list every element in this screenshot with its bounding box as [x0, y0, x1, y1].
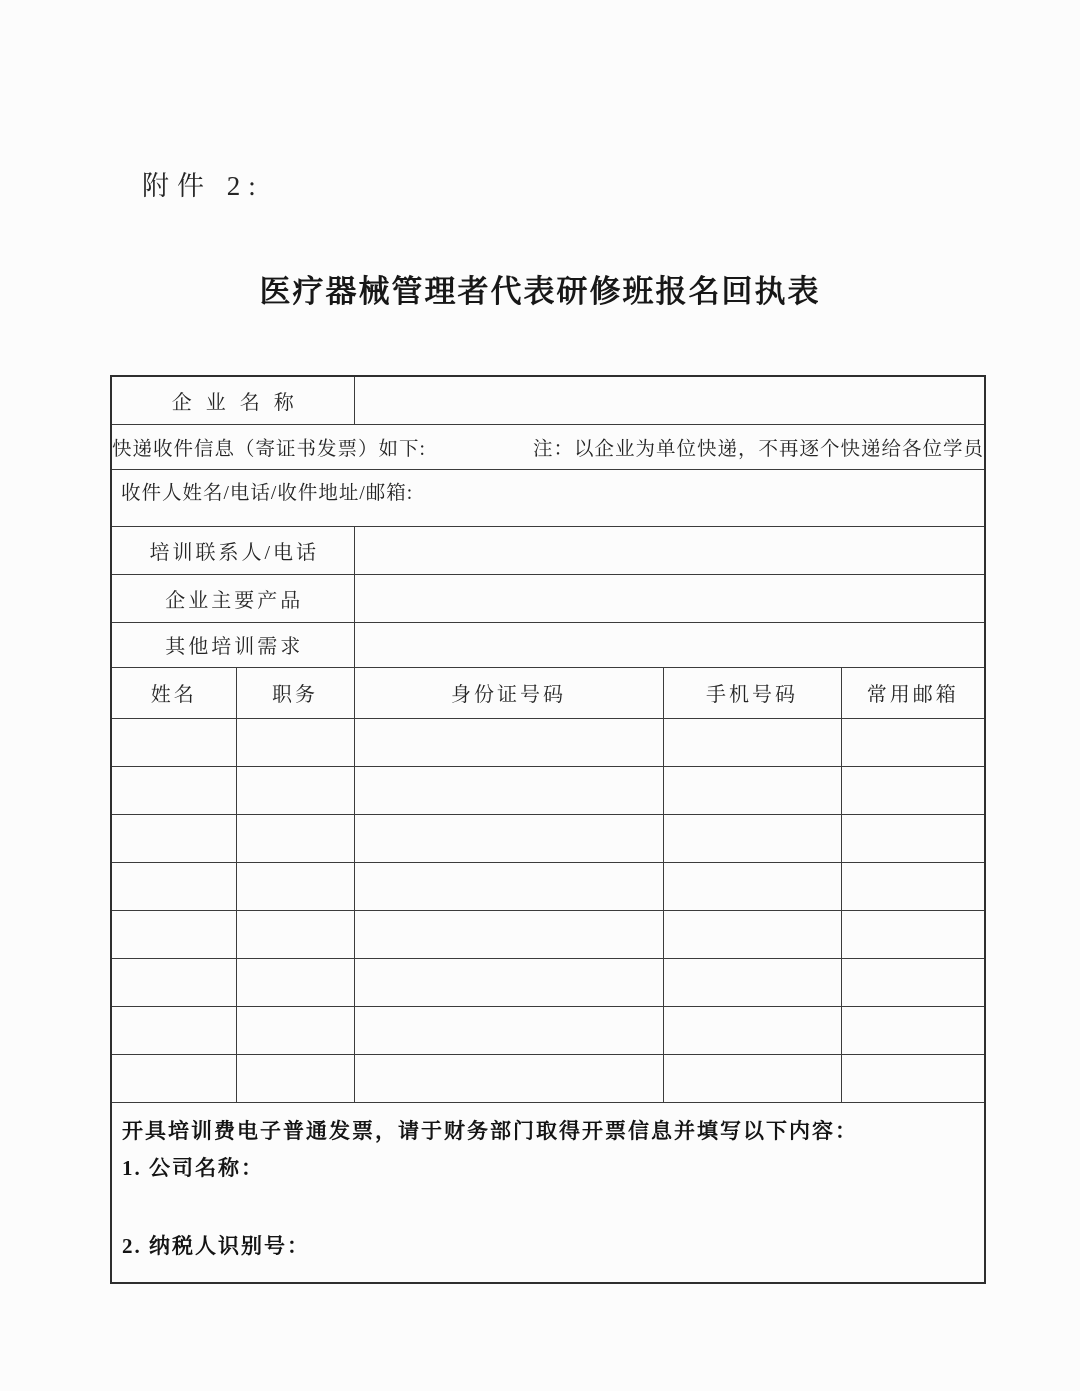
attendee-empty-row [111, 1006, 985, 1054]
header-email: 常用邮箱 [841, 667, 985, 718]
attendee-empty-row [111, 862, 985, 910]
attendee-empty-cell [236, 1054, 354, 1102]
express-note: 注：以企业为单位快递，不再逐个快递给各位学员 [532, 438, 984, 460]
express-info-row [111, 424, 985, 469]
form-info-rows [111, 376, 985, 718]
invoice-instruction: 开具培训费电子普通发票，请于财务部门取得开票信息并填写以下内容： [122, 1118, 858, 1143]
attendee-empty-row [111, 1054, 985, 1102]
header-id-number: 身份证号码 [354, 667, 663, 718]
attendee-empty-row [111, 718, 985, 766]
recipient-info-row [111, 469, 985, 526]
attendee-header-row [111, 667, 985, 718]
attendee-empty-cell [841, 718, 985, 766]
attendee-empty-cell [841, 862, 985, 910]
attendee-empty-cell [354, 910, 663, 958]
attendee-empty-cell [354, 1006, 663, 1054]
attendee-empty-cell [236, 862, 354, 910]
other-training-label: 其他培训需求 [111, 622, 354, 667]
registration-form-table [110, 375, 986, 1284]
attendee-empty-cell [111, 1006, 236, 1054]
training-contact-row [111, 526, 985, 574]
invoice-info-row [111, 1102, 985, 1283]
attendee-empty-cell [111, 766, 236, 814]
attendee-empty-cell [236, 910, 354, 958]
attendee-empty-cell [663, 1054, 841, 1102]
attendee-empty-cell [236, 958, 354, 1006]
attendee-empty-cell [354, 958, 663, 1006]
attendee-empty-cell [236, 814, 354, 862]
main-products-label: 企业主要产品 [111, 574, 354, 622]
main-products-value-cell [354, 574, 985, 622]
attendee-empty-cell [111, 814, 236, 862]
attendee-empty-cell [663, 1006, 841, 1054]
attendee-empty-cell [841, 1006, 985, 1054]
attendee-empty-cell [663, 862, 841, 910]
attendee-empty-cell [111, 718, 236, 766]
attendee-empty-cell [236, 718, 354, 766]
attendee-empty-cell [841, 766, 985, 814]
invoice-section-rows [111, 1102, 985, 1283]
attendee-empty-cell [111, 1054, 236, 1102]
attendee-empty-cell [663, 814, 841, 862]
other-training-value-cell [354, 622, 985, 667]
invoice-item-company-name: 1. 公司名称： [122, 1155, 264, 1180]
training-contact-value-cell [354, 526, 985, 574]
attendee-empty-cell [354, 814, 663, 862]
attendee-empty-cell [841, 910, 985, 958]
attendee-empty-cell [111, 958, 236, 1006]
attendee-empty-rows [111, 718, 985, 1102]
attendee-empty-row [111, 814, 985, 862]
attendee-empty-row [111, 766, 985, 814]
attendee-empty-row [111, 910, 985, 958]
header-mobile: 手机号码 [663, 667, 841, 718]
attendee-empty-cell [841, 814, 985, 862]
company-name-value-cell [354, 376, 985, 424]
header-position: 职务 [236, 667, 354, 718]
express-info-label: 快递收件信息（寄证书发票）如下: [112, 438, 426, 460]
company-name-label: 企业名称 [111, 376, 354, 424]
attendee-empty-cell [236, 1006, 354, 1054]
attendee-empty-cell [354, 862, 663, 910]
main-products-row [111, 574, 985, 622]
attachment-label: 附件 2: [142, 171, 264, 201]
page-title: 医疗器械管理者代表研修班报名回执表 [259, 274, 821, 309]
attendee-empty-row [111, 958, 985, 1006]
invoice-item-taxpayer-id: 2. 纳税人识别号： [122, 1233, 310, 1258]
attendee-empty-cell [663, 718, 841, 766]
attendee-empty-cell [354, 766, 663, 814]
company-name-row [111, 376, 985, 424]
attendee-empty-cell [111, 910, 236, 958]
attendee-empty-cell [111, 862, 236, 910]
attendee-empty-cell [663, 958, 841, 1006]
training-contact-label: 培训联系人/电话 [111, 526, 354, 574]
attendee-empty-cell [663, 910, 841, 958]
attendee-empty-cell [354, 718, 663, 766]
attendee-empty-cell [663, 766, 841, 814]
attendee-empty-cell [841, 1054, 985, 1102]
recipient-label: 收件人姓名/电话/收件地址/邮箱: [121, 482, 414, 504]
other-training-row [111, 622, 985, 667]
attendee-empty-cell [841, 958, 985, 1006]
attendee-empty-cell [236, 766, 354, 814]
attendee-empty-cell [354, 1054, 663, 1102]
header-name: 姓名 [111, 667, 236, 718]
